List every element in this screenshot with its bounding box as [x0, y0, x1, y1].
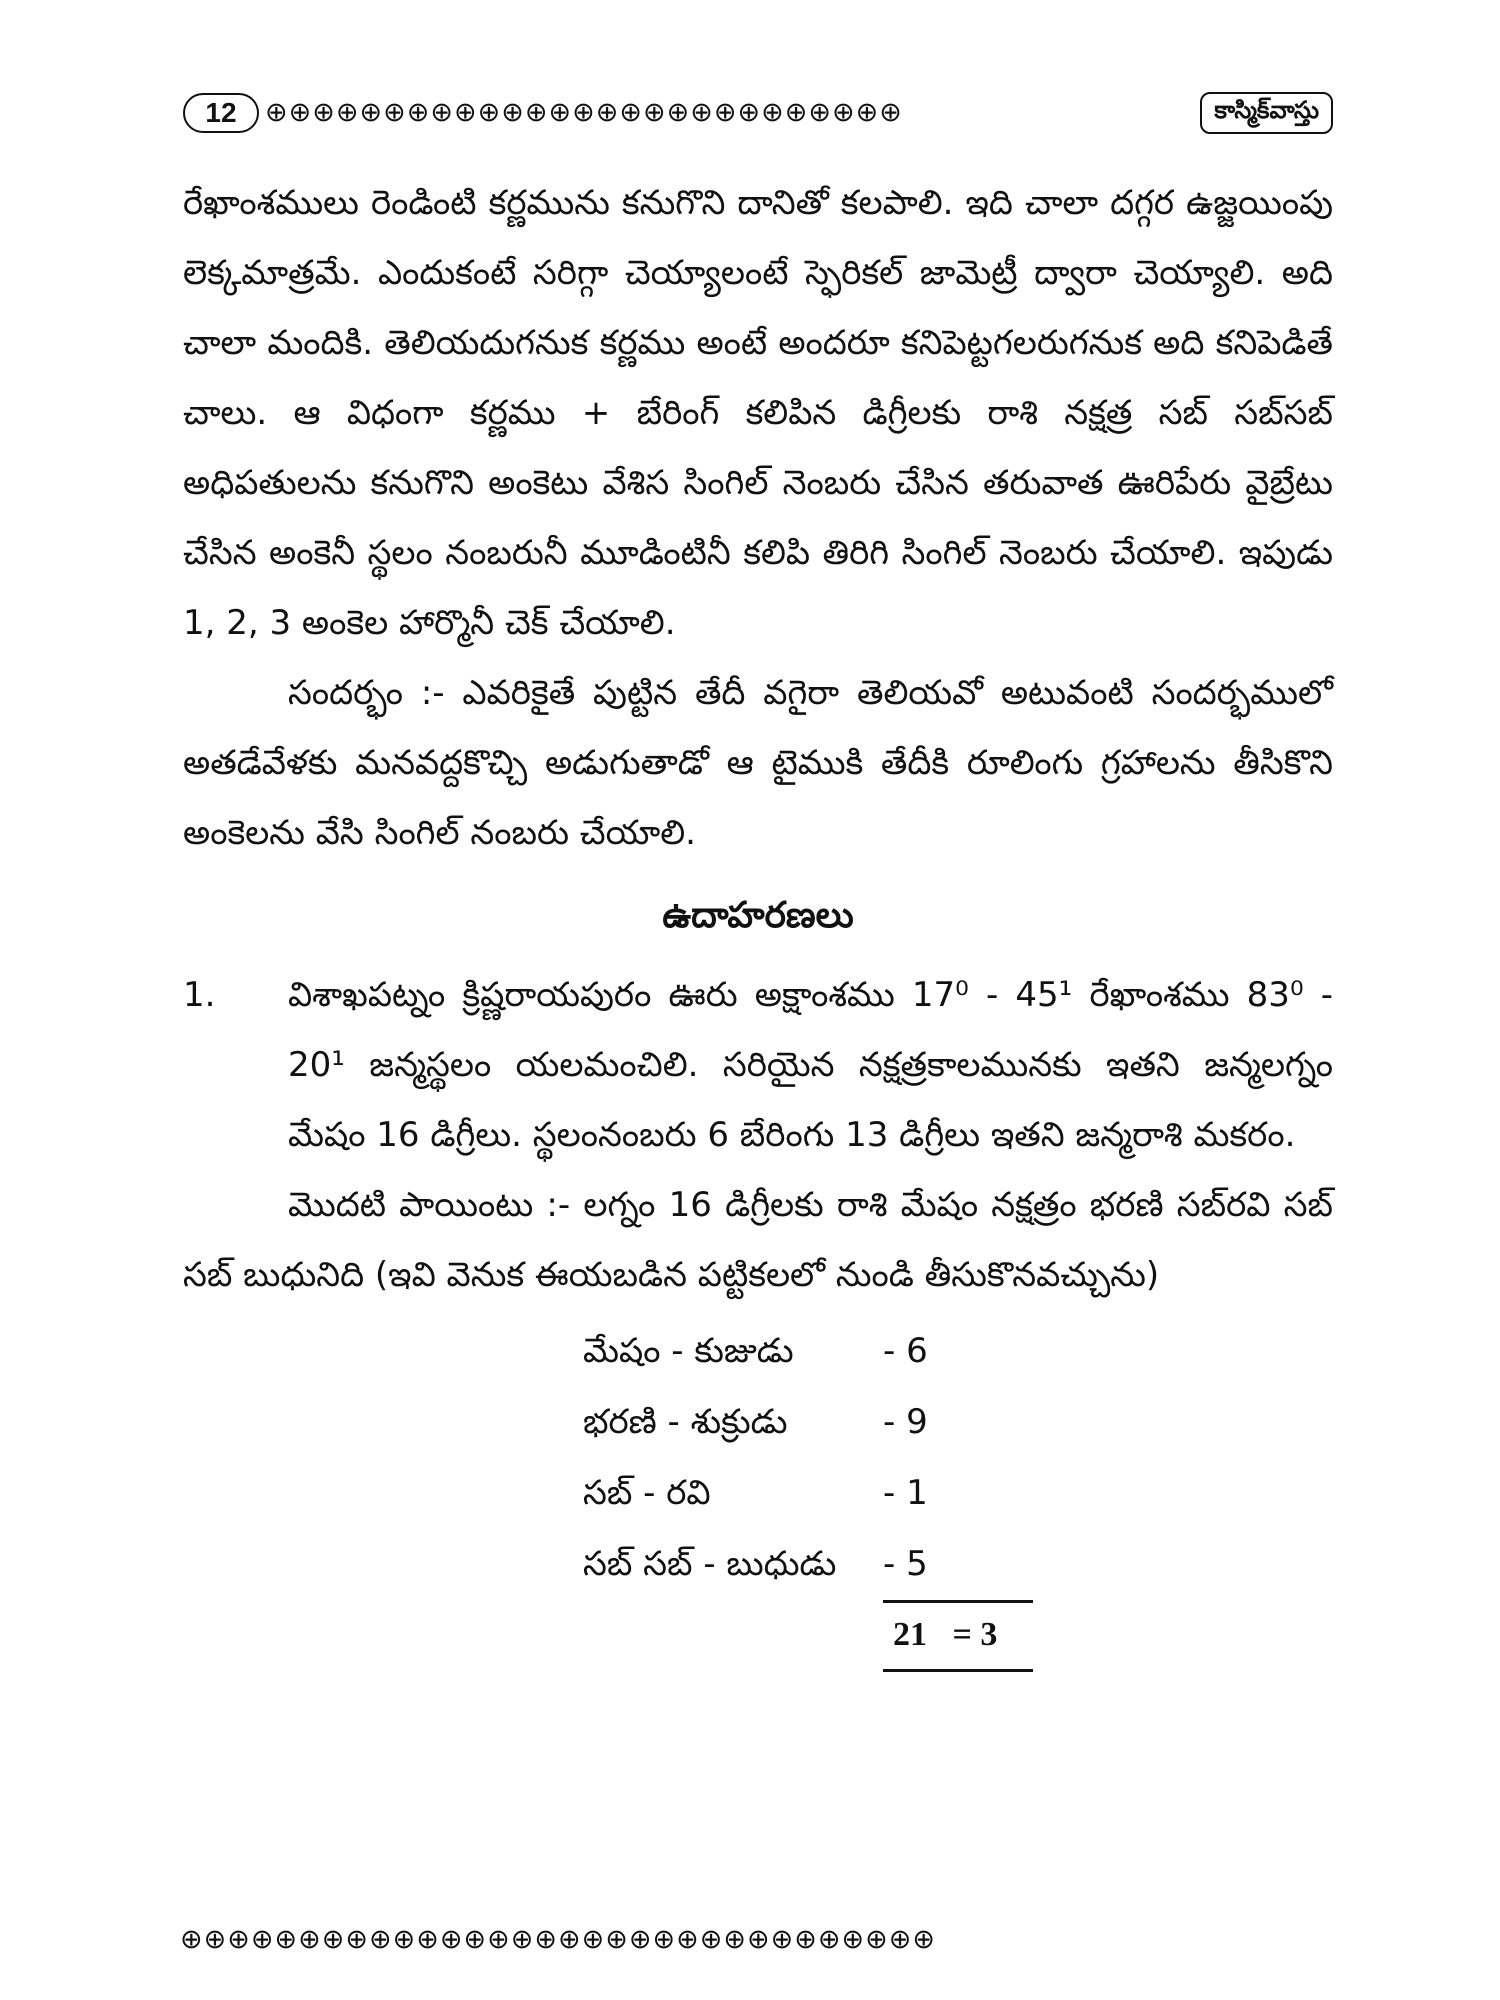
calc-row [583, 1529, 1333, 1600]
calc-row [583, 1316, 1333, 1387]
section-heading: ఉదాహరణలు [662, 895, 854, 936]
paragraph-continued: రేఖాంశములు రెండింటి కర్ణమును కనుగొని దానితో కలపాలి. ఇది చాలా దగ్గర ఉజ్జయింపు లెక్కమాత్రమే. ఎందుకంటే సరిగ్గా చెయ్యాలంటే స్ఫెరికల్ జామెట్రీ ద్వారా చెయ్యాలి. అది చాలా మందికి. తెలియదుగనుక కర్ణము అంటే అందరూ కనిపెట్టగలరుగనుక అది కనిపెడితే చాలు. ఆ విధంగా కర్ణము + బేరింగ్ కలిపిన డిగ్రీలకు రాశి నక్షత్ర సబ్ సబ్‌సబ్ అధిపతులను కనుగొని అంకెటు వేశిస సింగిల్ నెంబరు చేసిన తరువాత ఊరిపేరు వైబ్రేటు చేసిన అంకెనీ స్థలం నంబరునీ మూడింటినీ కలిపి తిరిగి సింగిల్ నెంబరు చేయాలి. ఇపుడు 1, 2, 3 అంకెల హార్మొనీ చెక్ చేయాలి. [183, 183, 1333, 643]
calc-label: భరణి - శుక్రుడు [583, 1402, 788, 1442]
page-number: 12 [183, 93, 259, 133]
example-item [183, 960, 1333, 1170]
calculation-table [583, 1316, 1333, 1672]
calc-total: 21 = 3 [883, 1600, 1033, 1672]
first-point-paragraph: మొదటి పాయింటు :- లగ్నం 16 డిగ్రీలకు రాశి మేషం నక్షత్రం భరణి సబ్‌రవి సబ్ సబ్ బుధునిది (ఇవి వెనుక ఈయబడిన పట్టికలలో నుండి తీసుకొనవచ్చును) [183, 1185, 1333, 1295]
calc-label: సబ్ సబ్ - బుధుడు [583, 1544, 837, 1584]
calc-row [583, 1458, 1333, 1529]
calc-value: - 1 [883, 1473, 928, 1513]
calc-value: - 5 [883, 1544, 928, 1584]
calc-label: మేషం - కుజుడు [583, 1331, 794, 1371]
calc-label: సబ్ - రవి [583, 1473, 711, 1513]
page-header [183, 88, 1333, 138]
calc-row [583, 1387, 1333, 1458]
paragraph-context: సందర్భం :- ఎవరికైతే పుట్టిన తేదీ వగైరా తెలియవో అటువంటి సందర్భములో అతడేవేళకు మనవద్దకొచ్చి అడుగుతాడో ఆ టైముకి తేదీకి రూలింగు గ్రహాలను తీసికొని అంకెలను వేసి సింగిల్ నంబరు చేయాలి. [183, 673, 1333, 853]
calc-total-wrap [883, 1600, 1033, 1672]
footer-ornament: ⊕⊕⊕⊕⊕⊕⊕⊕⊕⊕⊕⊕⊕⊕⊕⊕⊕⊕⊕⊕⊕⊕⊕⊕⊕⊕⊕⊕⊕⊕⊕⊕ [180, 1924, 936, 1955]
example-text: విశాఖపట్నం క్రిష్ణరాయపురం ఊరు అక్షాంశము 17⁰ - 45¹ రేఖాంశము 83⁰ - 20¹ జన్మస్థలం యలమంచిలి. సరియైన నక్షత్రకాలమునకు ఇతని జన్మలగ్నం మేషం 16 డిగ్రీలు. స్థలంనంబరు 6 బేరింగు 13 డిగ్రీలు ఇతని జన్మరాశి మకరం. [288, 975, 1333, 1155]
book-title: కాస్మిక్‌వాస్తు [1200, 92, 1333, 134]
page-body [183, 168, 1333, 1672]
header-ornament: ⊕⊕⊕⊕⊕⊕⊕⊕⊕⊕⊕⊕⊕⊕⊕⊕⊕⊕⊕⊕⊕⊕⊕⊕⊕⊕⊕ [265, 97, 903, 128]
calc-value: - 6 [883, 1331, 928, 1371]
calc-value: - 9 [883, 1402, 928, 1442]
example-number: 1. [183, 975, 216, 1015]
